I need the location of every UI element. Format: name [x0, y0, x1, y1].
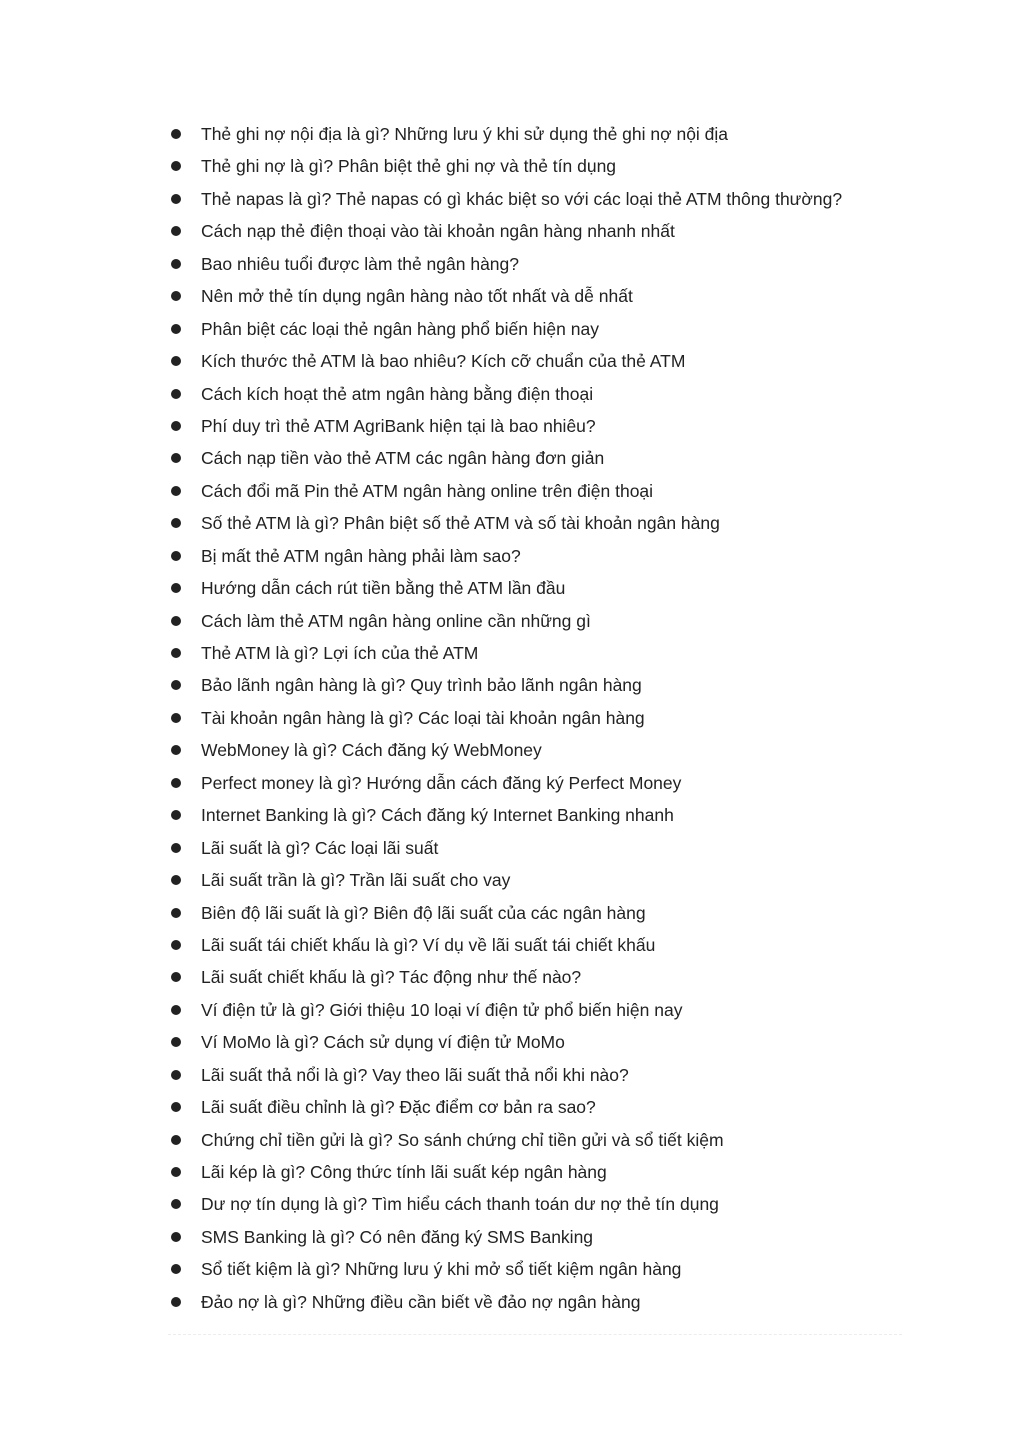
bullet-icon	[171, 324, 181, 334]
list-item-text: Cách nạp tiền vào thẻ ATM các ngân hàng đơn giản	[201, 448, 605, 469]
bullet-icon	[171, 940, 181, 950]
list-item	[168, 1188, 908, 1220]
bullet-icon	[171, 129, 181, 139]
list-item-text: Lãi kép là gì? Công thức tính lãi suất kép ngân hàng	[201, 1162, 607, 1182]
bullet-icon	[171, 1135, 181, 1145]
bullet-icon	[171, 810, 181, 820]
list-item	[168, 442, 908, 474]
list-item	[168, 150, 908, 182]
bullet-icon	[171, 1297, 181, 1307]
list-item-text: Ví điện tử là gì? Giới thiệu 10 loại ví điện tử phổ biến hiện nay	[201, 999, 683, 1020]
list-item-text: Nên mở thẻ tín dụng ngân hàng nào tốt nhất và dễ nhất	[201, 286, 633, 307]
bullet-icon	[171, 1005, 181, 1015]
bullet-icon	[171, 259, 181, 269]
list-item	[168, 832, 908, 864]
bullet-icon	[171, 226, 181, 236]
list-item	[168, 313, 908, 345]
list-item-text: SMS Banking là gì? Có nên đăng ký SMS Banking	[201, 1226, 594, 1247]
list-item	[168, 702, 908, 734]
list-item	[168, 475, 908, 507]
list-item	[168, 1026, 908, 1058]
list-item	[168, 280, 908, 312]
list-item-text: Cách kích hoạt thẻ atm ngân hàng bằng điện thoại	[201, 383, 594, 404]
list-item	[168, 897, 908, 929]
bullet-icon	[171, 453, 181, 463]
list-item-text: Cách làm thẻ ATM ngân hàng online cần những gì	[201, 610, 591, 631]
list-item-text: Bị mất thẻ ATM ngân hàng phải làm sao?	[201, 545, 521, 566]
list-item-text: WebMoney là gì? Cách đăng ký WebMoney	[201, 740, 542, 761]
list-item-text: Cách nạp thẻ điện thoại vào tài khoản ngân hàng nhanh nhất	[201, 221, 675, 242]
list-item-text: Thẻ ATM là gì? Lợi ích của thẻ ATM	[201, 643, 479, 663]
list-item-text: Lãi suất là gì? Các loại lãi suất	[201, 837, 439, 858]
bullet-icon	[171, 972, 181, 982]
list-item-text: Tài khoản ngân hàng là gì? Các loại tài khoản ngân hàng	[201, 707, 645, 728]
list-item-text: Dư nợ tín dụng là gì? Tìm hiểu cách thanh toán dư nợ thẻ tín dụng	[201, 1194, 719, 1215]
bullet-icon	[171, 551, 181, 561]
article-link-list	[168, 118, 908, 1318]
list-item	[168, 183, 908, 215]
list-item	[168, 118, 908, 150]
list-item-text: Đảo nợ là gì? Những điều cần biết về đảo nợ ngân hàng	[201, 1291, 641, 1312]
list-item-text: Kích thước thẻ ATM là bao nhiêu? Kích cỡ chuẩn của thẻ ATM	[201, 351, 686, 372]
list-item-text: Ví MoMo là gì? Cách sử dụng ví điện tử MoMo	[201, 1032, 565, 1053]
bullet-icon	[171, 291, 181, 301]
bullet-icon	[171, 1167, 181, 1177]
list-item	[168, 572, 908, 604]
list-item	[168, 1124, 908, 1156]
list-item-text: Lãi suất trần là gì? Trần lãi suất cho vay	[201, 870, 511, 891]
list-item	[168, 669, 908, 701]
list-item	[168, 1253, 908, 1285]
bullet-icon	[171, 1232, 181, 1242]
list-item-text: Hướng dẫn cách rút tiền bằng thẻ ATM lần đầu	[201, 578, 566, 599]
bullet-icon	[171, 161, 181, 171]
list-item	[168, 1156, 908, 1188]
bullet-icon	[171, 843, 181, 853]
bullet-icon	[171, 1037, 181, 1047]
list-item	[168, 637, 908, 669]
list-item	[168, 961, 908, 993]
bullet-icon	[171, 1102, 181, 1112]
list-item	[168, 378, 908, 410]
list-item	[168, 605, 908, 637]
bullet-icon	[171, 908, 181, 918]
bullet-icon	[171, 713, 181, 723]
list-item-text: Biên độ lãi suất là gì? Biên độ lãi suất của các ngân hàng	[201, 902, 646, 923]
list-item-text: Sổ tiết kiệm là gì? Những lưu ý khi mở sổ tiết kiệm ngân hàng	[201, 1259, 682, 1280]
bullet-icon	[171, 389, 181, 399]
bullet-icon	[171, 745, 181, 755]
list-item-text: Phân biệt các loại thẻ ngân hàng phổ biến hiện nay	[201, 318, 599, 339]
list-item	[168, 1221, 908, 1253]
list-item-text: Thẻ ghi nợ nội địa là gì? Những lưu ý khi sử dụng thẻ ghi nợ nội địa	[201, 124, 729, 144]
list-item-text: Perfect money là gì? Hướng dẫn cách đăng ký Perfect Money	[201, 772, 682, 793]
bullet-icon	[171, 875, 181, 885]
bullet-icon	[171, 680, 181, 690]
list-item-text: Số thẻ ATM là gì? Phân biệt số thẻ ATM và số tài khoản ngân hàng	[201, 513, 720, 534]
bullet-icon	[171, 421, 181, 431]
list-item	[168, 799, 908, 831]
list-item-text: Thẻ ghi nợ là gì? Phân biệt thẻ ghi nợ và thẻ tín dụng	[201, 156, 617, 177]
bullet-icon	[171, 648, 181, 658]
list-item-text: Bảo lãnh ngân hàng là gì? Quy trình bảo lãnh ngân hàng	[201, 675, 642, 696]
list-item-text: Thẻ napas là gì? Thẻ napas có gì khác biệt so với các loại thẻ ATM thông thường?	[201, 188, 843, 209]
bullet-icon	[171, 356, 181, 366]
list-item	[168, 734, 908, 766]
list-item	[168, 410, 908, 442]
list-item	[168, 994, 908, 1026]
bullet-icon	[171, 616, 181, 626]
list-item	[168, 1286, 908, 1318]
bullet-icon	[171, 1070, 181, 1080]
list-item-text: Phí duy trì thẻ ATM AgriBank hiện tại là bao nhiêu?	[201, 415, 596, 436]
list-item	[168, 345, 908, 377]
list-item-text: Bao nhiêu tuổi được làm thẻ ngân hàng?	[201, 253, 519, 274]
list-item-text: Lãi suất thả nổi là gì? Vay theo lãi suất thả nổi khi nào?	[201, 1064, 629, 1085]
footer-divider	[168, 1334, 902, 1335]
list-item	[168, 507, 908, 539]
bullet-icon	[171, 486, 181, 496]
list-item-text: Cách đổi mã Pin thẻ ATM ngân hàng online trên điện thoại	[201, 480, 654, 501]
list-item	[168, 540, 908, 572]
list-item	[168, 215, 908, 247]
list-item-text: Lãi suất điều chỉnh là gì? Đặc điểm cơ bản ra sao?	[201, 1097, 596, 1118]
bullet-icon	[171, 518, 181, 528]
list-item-text: Lãi suất chiết khấu là gì? Tác động như thế nào?	[201, 967, 582, 988]
list-item-text: Chứng chỉ tiền gửi là gì? So sánh chứng chỉ tiền gửi và sổ tiết kiệm	[201, 1129, 724, 1150]
list-item	[168, 248, 908, 280]
bullet-icon	[171, 1264, 181, 1274]
list-item	[168, 767, 908, 799]
list-item	[168, 1059, 908, 1091]
list-item	[168, 1091, 908, 1123]
list-item-text: Lãi suất tái chiết khấu là gì? Ví dụ về lãi suất tái chiết khấu	[201, 934, 656, 955]
list-item-text: Internet Banking là gì? Cách đăng ký Internet Banking nhanh	[201, 805, 674, 826]
list-item	[168, 929, 908, 961]
bullet-icon	[171, 1199, 181, 1209]
list-item	[168, 864, 908, 896]
bullet-icon	[171, 194, 181, 204]
bullet-icon	[171, 778, 181, 788]
bullet-icon	[171, 583, 181, 593]
